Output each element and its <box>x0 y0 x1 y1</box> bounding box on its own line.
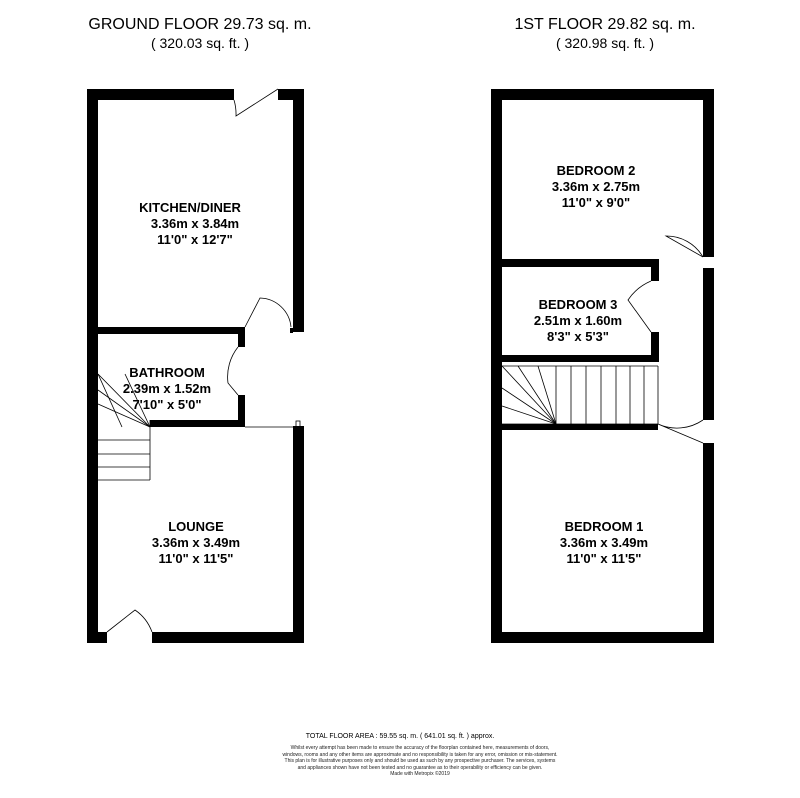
metropix-credit: Made with Metropix ©2019 <box>390 771 450 777</box>
first-floor-labels <box>534 163 648 566</box>
kitchen-back-door-swing <box>234 89 278 116</box>
room-name-bedroom1: BEDROOM 1 <box>564 519 644 534</box>
room-name-bedroom3: BEDROOM 3 <box>538 297 618 312</box>
room-metric-bedroom3: 2.51m x 1.60m <box>533 313 623 328</box>
first-wall-top <box>491 89 714 100</box>
front-door-swing <box>107 610 152 632</box>
room-name-bathroom: BATHROOM <box>129 365 205 380</box>
room-imperial-bedroom3: 8'3" x 5'3" <box>547 329 609 344</box>
stair-winder-c <box>502 388 556 424</box>
ground-wall-right-lower <box>293 426 304 643</box>
room-metric-bathroom: 2.39m x 1.52m <box>122 381 212 396</box>
first-floor-doors <box>628 236 703 443</box>
room-metric-lounge: 3.36m x 3.49m <box>151 535 241 550</box>
total-floor-area: TOTAL FLOOR AREA : 59.55 sq. m. ( 641.01 sq. ft. ) approx. <box>305 733 495 740</box>
room-imperial-lounge: 11'0" x 11'5" <box>158 551 234 566</box>
first-wall-bottom <box>491 632 714 643</box>
bedroom3-door-swing <box>628 281 651 332</box>
room-name-bedroom2: BEDROOM 2 <box>556 163 636 178</box>
first-wall-right-middle <box>703 268 714 420</box>
room-imperial-bathroom: 7'10" x 5'0" <box>132 397 202 412</box>
room-metric-bedroom2: 3.36m x 2.75m <box>551 179 641 194</box>
first-wall-landing-bed1 <box>502 424 658 430</box>
room-metric-kitchen: 3.36m x 3.84m <box>150 216 240 231</box>
room-imperial-bedroom1: 11'0" x 11'5" <box>566 551 642 566</box>
ground-door-stop <box>290 328 293 333</box>
stair-winder-1 <box>98 374 122 427</box>
first-floor-title: 1ST FLOOR 29.82 sq. m. <box>514 16 696 33</box>
ground-wall-left <box>87 89 98 643</box>
ground-wall-kitchen-bathroom <box>98 327 245 334</box>
stair-winder-b <box>538 366 556 424</box>
ground-wall-top-left <box>87 89 234 100</box>
first-wall-right-upper <box>703 89 714 257</box>
room-name-lounge: LOUNGE <box>168 519 224 534</box>
bedroom1-door-swing <box>658 420 703 443</box>
ground-wall-bottom-left <box>87 632 107 643</box>
first-wall-left <box>491 89 502 643</box>
ground-wall-bathroom-bottom <box>150 420 245 427</box>
stair-winder-a <box>518 366 556 424</box>
disclaimer-text: Whilst every attempt has been made to ensure the accuracy of the floorplan contained here, measurements of doors, windows, rooms and any other items are approximate and no responsibility is taken for any error, omission or mis-statement. This plan is for illustrative purposes only and should be used as such by any prospective purchaser. The services, systems and appliances shown have not been tested and no guarantee as to their operability or efficiency can be given. <box>282 745 558 771</box>
first-floor-area-ft: ( 320.98 sq. ft. ) <box>555 35 655 51</box>
first-floor-stairs <box>502 366 658 424</box>
ground-wall-right-upper <box>293 89 304 332</box>
ground-floor-area-ft: ( 320.03 sq. ft. ) <box>150 35 250 51</box>
disclaimer-block <box>280 745 560 778</box>
room-metric-bedroom1: 3.36m x 3.49m <box>559 535 649 550</box>
ground-floor-title: GROUND FLOOR 29.73 sq. m. <box>88 16 312 33</box>
first-wall-bed3-right-upper <box>651 259 659 281</box>
ground-floor-labels <box>123 200 242 566</box>
room-name-kitchen: KITCHEN/DINER <box>139 200 241 215</box>
kitchen-internal-door-swing <box>245 298 291 327</box>
room-imperial-bedroom2: 11'0" x 9'0" <box>561 195 631 210</box>
bathroom-door-swing <box>228 347 238 395</box>
first-wall-right-lower <box>703 443 714 643</box>
ground-wall-bottom-right <box>152 632 304 643</box>
room-imperial-kitchen: 11'0" x 12'7" <box>157 232 233 247</box>
first-wall-bed3-bottom <box>502 355 659 362</box>
first-wall-bed2-bed3 <box>502 259 659 267</box>
bedroom2-door-swing <box>666 236 703 257</box>
ground-wall-bathroom-right-upper <box>238 327 245 347</box>
